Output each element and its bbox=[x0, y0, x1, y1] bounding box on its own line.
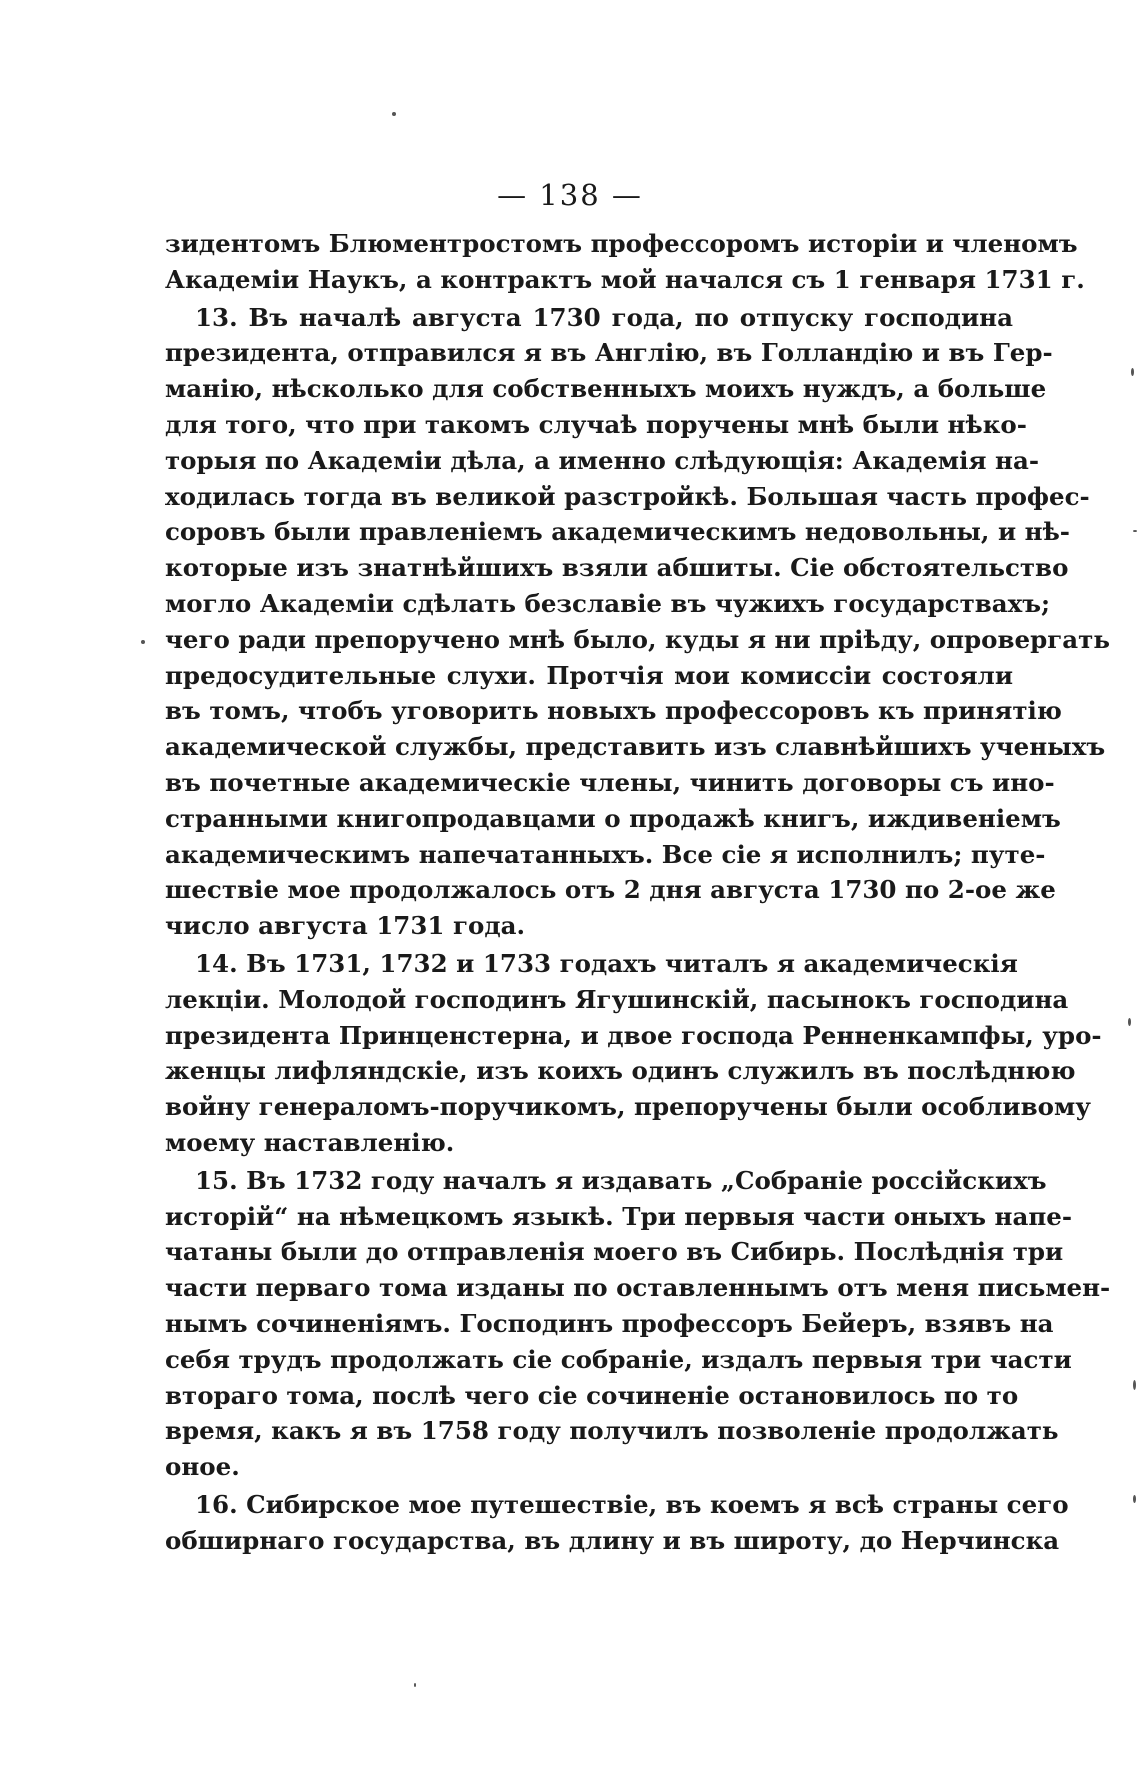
scan-speck bbox=[141, 640, 145, 644]
text-line: президента Принценстерна, и двое господа Ренненкампфы, уро- bbox=[165, 1020, 1102, 1050]
text-line: лекціи. Молодой господинъ Ягушинскій, пасынокъ господина bbox=[165, 984, 1069, 1014]
text-line: странными книгопродавцами о продажѣ книгъ, иждивеніемъ bbox=[165, 803, 1061, 833]
text-line: женцы лифляндскіе, изъ коихъ одинъ служилъ въ послѣднюю bbox=[165, 1056, 1076, 1086]
scan-speck bbox=[414, 1683, 416, 1687]
scan-speck bbox=[1133, 1495, 1136, 1503]
scan-speck bbox=[1133, 530, 1137, 532]
text-line: торыя по Академіи дѣла, а именно слѣдующія: Академія на- bbox=[165, 445, 1039, 475]
text-line: манію, нѣсколько для собственныхъ моихъ нуждъ, а больше bbox=[165, 374, 1047, 404]
text-line: обширнаго государства, въ длину и въ широту, до Нерчинска bbox=[165, 1525, 1060, 1555]
text-line: части перваго тома изданы по оставленнымъ отъ меня письмен- bbox=[165, 1273, 1111, 1303]
text-line: оное. bbox=[165, 1452, 240, 1482]
scan-speck bbox=[1128, 1018, 1131, 1026]
text-line: Академіи Наукъ, а контрактъ мой начался съ 1 генваря 1731 г. bbox=[165, 264, 1085, 294]
body-text bbox=[165, 226, 1111, 1558]
text-line: себя трудъ продолжать сіе собраніе, издалъ первыя три части bbox=[165, 1344, 1072, 1374]
text-line: 14. Въ 1731, 1732 и 1733 годахъ читалъ я академическія bbox=[195, 948, 1018, 978]
text-line: число августа 1731 года. bbox=[165, 911, 526, 941]
text-line: предосудительные слухи. Протчія мои комиссіи состояли bbox=[165, 660, 1013, 690]
text-line: моему наставленію. bbox=[165, 1127, 455, 1157]
text-line: втораго тома, послѣ чего сіе сочиненіе остановилось по то bbox=[165, 1380, 1019, 1410]
text-line: 15. Въ 1732 году началъ я издавать „Собраніе россійскихъ bbox=[195, 1165, 1047, 1195]
text-line: академической службы, представить изъ славнѣйшихъ ученыхъ bbox=[165, 732, 1106, 762]
text-line: могло Академіи сдѣлать безславіе въ чужихъ государствахъ; bbox=[165, 588, 1051, 618]
text-line: для того, что при такомъ случаѣ поручены мнѣ были нѣко- bbox=[165, 409, 1027, 439]
paragraph bbox=[165, 300, 1110, 944]
text-line: въ почетные академическіе члены, чинить договоры съ ино- bbox=[165, 767, 1055, 797]
text-line: соровъ были правленіемъ академическимъ недовольны, и нѣ- bbox=[165, 517, 1070, 547]
text-line: шествіе мое продолжалось отъ 2 дня августа 1730 по 2-ое же bbox=[165, 875, 1056, 905]
text-line: чего ради препоручено мнѣ было, куды я ни пріѣду, опровергать bbox=[165, 624, 1110, 654]
text-line: нымъ сочиненіямъ. Господинъ профессоръ Бейеръ, взявъ на bbox=[165, 1308, 1054, 1338]
text-line: 16. Сибирское мое путешествіе, въ коемъ я всѣ страны сего bbox=[195, 1489, 1069, 1519]
text-line: чатаны были до отправленія моего въ Сибирь. Послѣднія три bbox=[165, 1237, 1064, 1267]
paragraph bbox=[165, 226, 1085, 298]
paragraph bbox=[165, 1487, 1069, 1559]
text-line: президента, отправился я въ Англію, въ Голландію и въ Гер- bbox=[165, 338, 1053, 368]
text-line: академическимъ напечатанныхъ. Все сіе я исполнилъ; путе- bbox=[165, 839, 1046, 869]
scan-speck bbox=[1131, 368, 1134, 376]
scan-speck bbox=[1133, 1380, 1136, 1390]
text-line: ходилась тогда въ великой разстройкѣ. Большая часть профес- bbox=[165, 481, 1090, 511]
text-line: 13. Въ началѣ августа 1730 года, по отпуску господина bbox=[195, 302, 1013, 332]
text-line: исторій“ на нѣмецкомъ языкѣ. Три первыя части оныхъ напе- bbox=[165, 1201, 1073, 1231]
paragraph bbox=[165, 946, 1102, 1161]
scan-speck bbox=[392, 112, 396, 116]
page-number: — 138 — bbox=[497, 178, 643, 212]
text-line: войну генераломъ-поручикомъ, препоручены были особливому bbox=[165, 1092, 1091, 1122]
paragraph bbox=[165, 1163, 1111, 1485]
text-line: время, какъ я въ 1758 году получилъ позволеніе продолжать bbox=[165, 1416, 1059, 1446]
text-line: въ томъ, чтобъ уговорить новыхъ профессоровъ къ принятію bbox=[165, 696, 1062, 726]
text-line: зидентомъ Блюментростомъ профессоромъ исторіи и членомъ bbox=[165, 229, 1078, 258]
text-line: которые изъ знатнѣйшихъ взяли абшиты. Сіе обстоятельство bbox=[165, 553, 1069, 583]
